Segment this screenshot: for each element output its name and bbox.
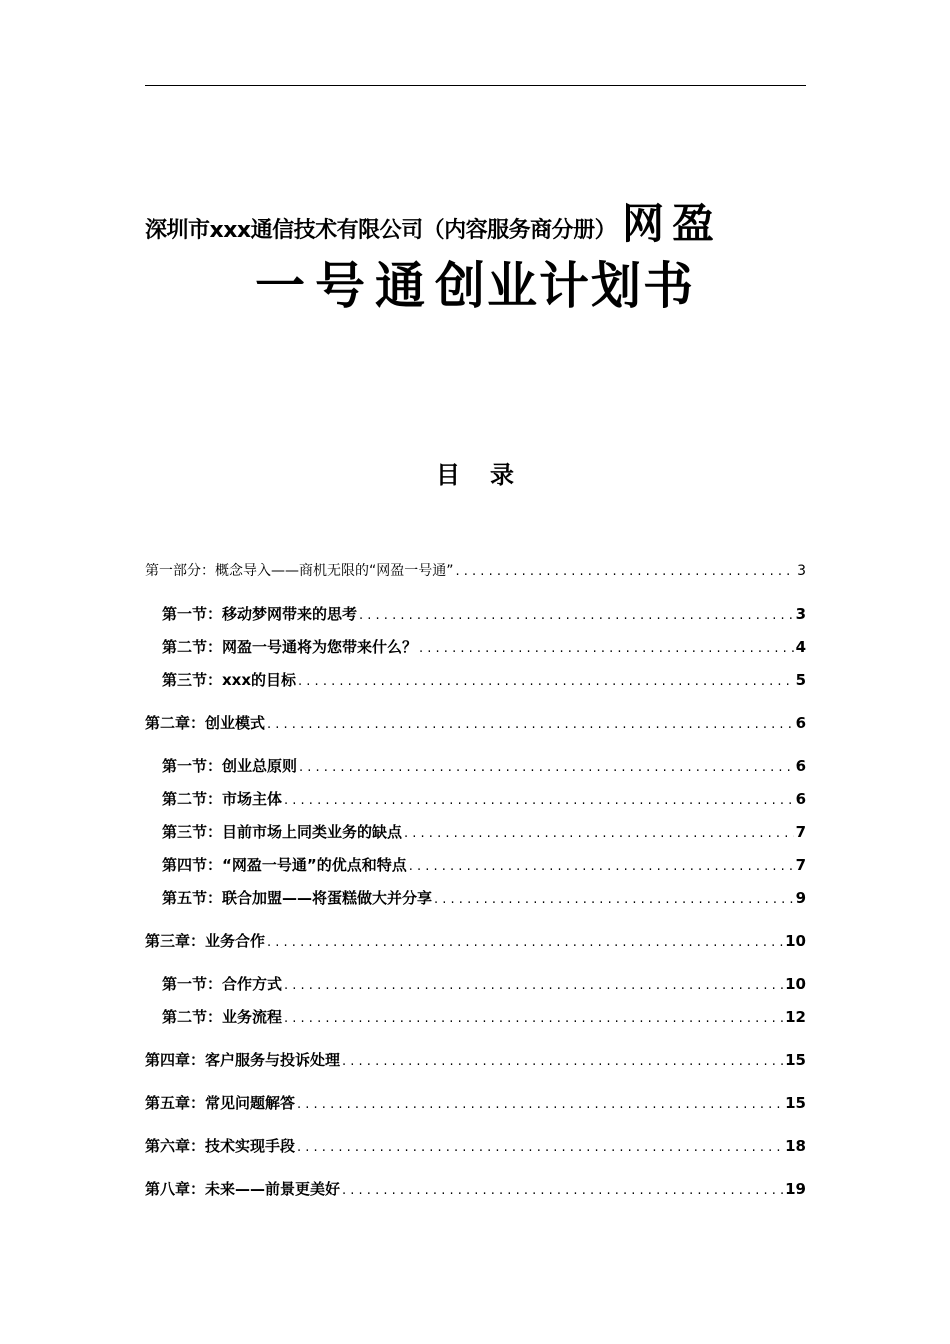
toc-entry-label: 第一部分：概念导入——商机无限的“网盈一号通” (145, 563, 454, 579)
toc-entry[interactable] (162, 887, 806, 909)
toc-entry-page: 6 (795, 757, 806, 775)
toc-entry[interactable] (145, 1092, 806, 1114)
toc-entry[interactable] (145, 930, 806, 952)
toc-entry[interactable] (162, 603, 806, 625)
toc-leader (298, 674, 794, 689)
toc-leader (267, 717, 794, 732)
title-company-text: 深圳市xxx通信技术有限公司（内容服务商分册） (145, 218, 617, 243)
toc-entry-page: 7 (795, 823, 806, 841)
document-title-line-1 (145, 190, 806, 250)
toc-entry-label: 第三章：业务合作 (145, 932, 266, 950)
title-product-text-cont: 一号通 (255, 256, 435, 315)
toc-entry-page: 19 (785, 1180, 806, 1198)
toc-entry-page: 3 (797, 563, 806, 579)
toc-entry-page: 3 (795, 605, 806, 623)
toc-entry-page: 10 (785, 932, 806, 950)
toc-entry-label: 第二节：网盈一号通将为您带来什么？ (162, 638, 418, 656)
toc-entry[interactable] (162, 973, 806, 995)
header-rule (145, 85, 806, 86)
title-plan-text: 创业计划书 (435, 257, 695, 315)
toc-entry-label: 第二章：创业模式 (145, 714, 266, 732)
toc-leader (342, 1183, 783, 1198)
toc-entry[interactable] (145, 1178, 806, 1200)
toc-entry-label: 第三节：xxx的目标 (162, 671, 297, 689)
toc-entry[interactable] (162, 755, 806, 777)
toc-entry-page: 7 (795, 856, 806, 874)
toc-entry[interactable] (162, 636, 806, 658)
toc-entry[interactable] (145, 1049, 806, 1071)
title-product-text: 网盈 (622, 199, 723, 248)
toc-entry[interactable] (145, 1135, 806, 1157)
toc-entry-label: 第八章：未来——前景更美好 (145, 1180, 341, 1198)
toc-leader (409, 859, 794, 874)
toc-entry-page: 15 (785, 1051, 806, 1069)
toc-entry[interactable] (162, 1006, 806, 1028)
toc-entry[interactable] (162, 669, 806, 691)
toc-leader (299, 760, 794, 775)
toc-entry-page: 18 (785, 1137, 806, 1155)
toc-entry-label: 第四节：“网盈一号通”的优点和特点 (162, 856, 407, 874)
toc-entry-label: 第四章：客户服务与投诉处理 (145, 1051, 341, 1069)
toc-entry-page: 4 (795, 638, 806, 656)
toc-entry-label: 第一节：合作方式 (162, 975, 283, 993)
toc-heading: 目录 (436, 461, 544, 489)
toc-entry-label: 第三节：目前市场上同类业务的缺点 (162, 823, 403, 841)
toc-entry-page: 6 (795, 714, 806, 732)
toc-entry-label: 第二节：业务流程 (162, 1008, 283, 1026)
document-title-line-2 (0, 250, 950, 322)
toc-leader (419, 641, 794, 656)
toc-entry[interactable] (145, 560, 806, 582)
toc-leader (267, 935, 783, 950)
toc-entry-label: 第五章：常见问题解答 (145, 1094, 296, 1112)
toc-leader (284, 978, 783, 993)
toc-leader (297, 1097, 783, 1112)
toc-leader (456, 564, 796, 579)
toc-entry-label: 第六章：技术实现手段 (145, 1137, 296, 1155)
toc-leader (284, 1011, 783, 1026)
toc-entry-label: 第五节：联合加盟——将蛋糕做大并分享 (162, 889, 433, 907)
toc-entry-page: 6 (795, 790, 806, 808)
toc-entry[interactable] (162, 854, 806, 876)
toc-entry-page: 5 (795, 671, 806, 689)
toc-entry-label: 第一节：创业总原则 (162, 757, 298, 775)
toc-leader (297, 1140, 783, 1155)
toc-entry-label: 第二节：市场主体 (162, 790, 283, 808)
toc-entry-label: 第一节：移动梦网带来的思考 (162, 605, 358, 623)
toc-entry[interactable] (145, 712, 806, 734)
toc-entry-page: 10 (785, 975, 806, 993)
toc-leader (404, 826, 794, 841)
toc-leader (284, 793, 794, 808)
toc-entry-page: 15 (785, 1094, 806, 1112)
toc-entry-page: 12 (785, 1008, 806, 1026)
toc-leader (359, 608, 794, 623)
toc-leader (434, 892, 794, 907)
toc-leader (342, 1054, 783, 1069)
toc-entry[interactable] (162, 788, 806, 810)
toc-entry-page: 9 (795, 889, 806, 907)
toc-entry[interactable] (162, 821, 806, 843)
